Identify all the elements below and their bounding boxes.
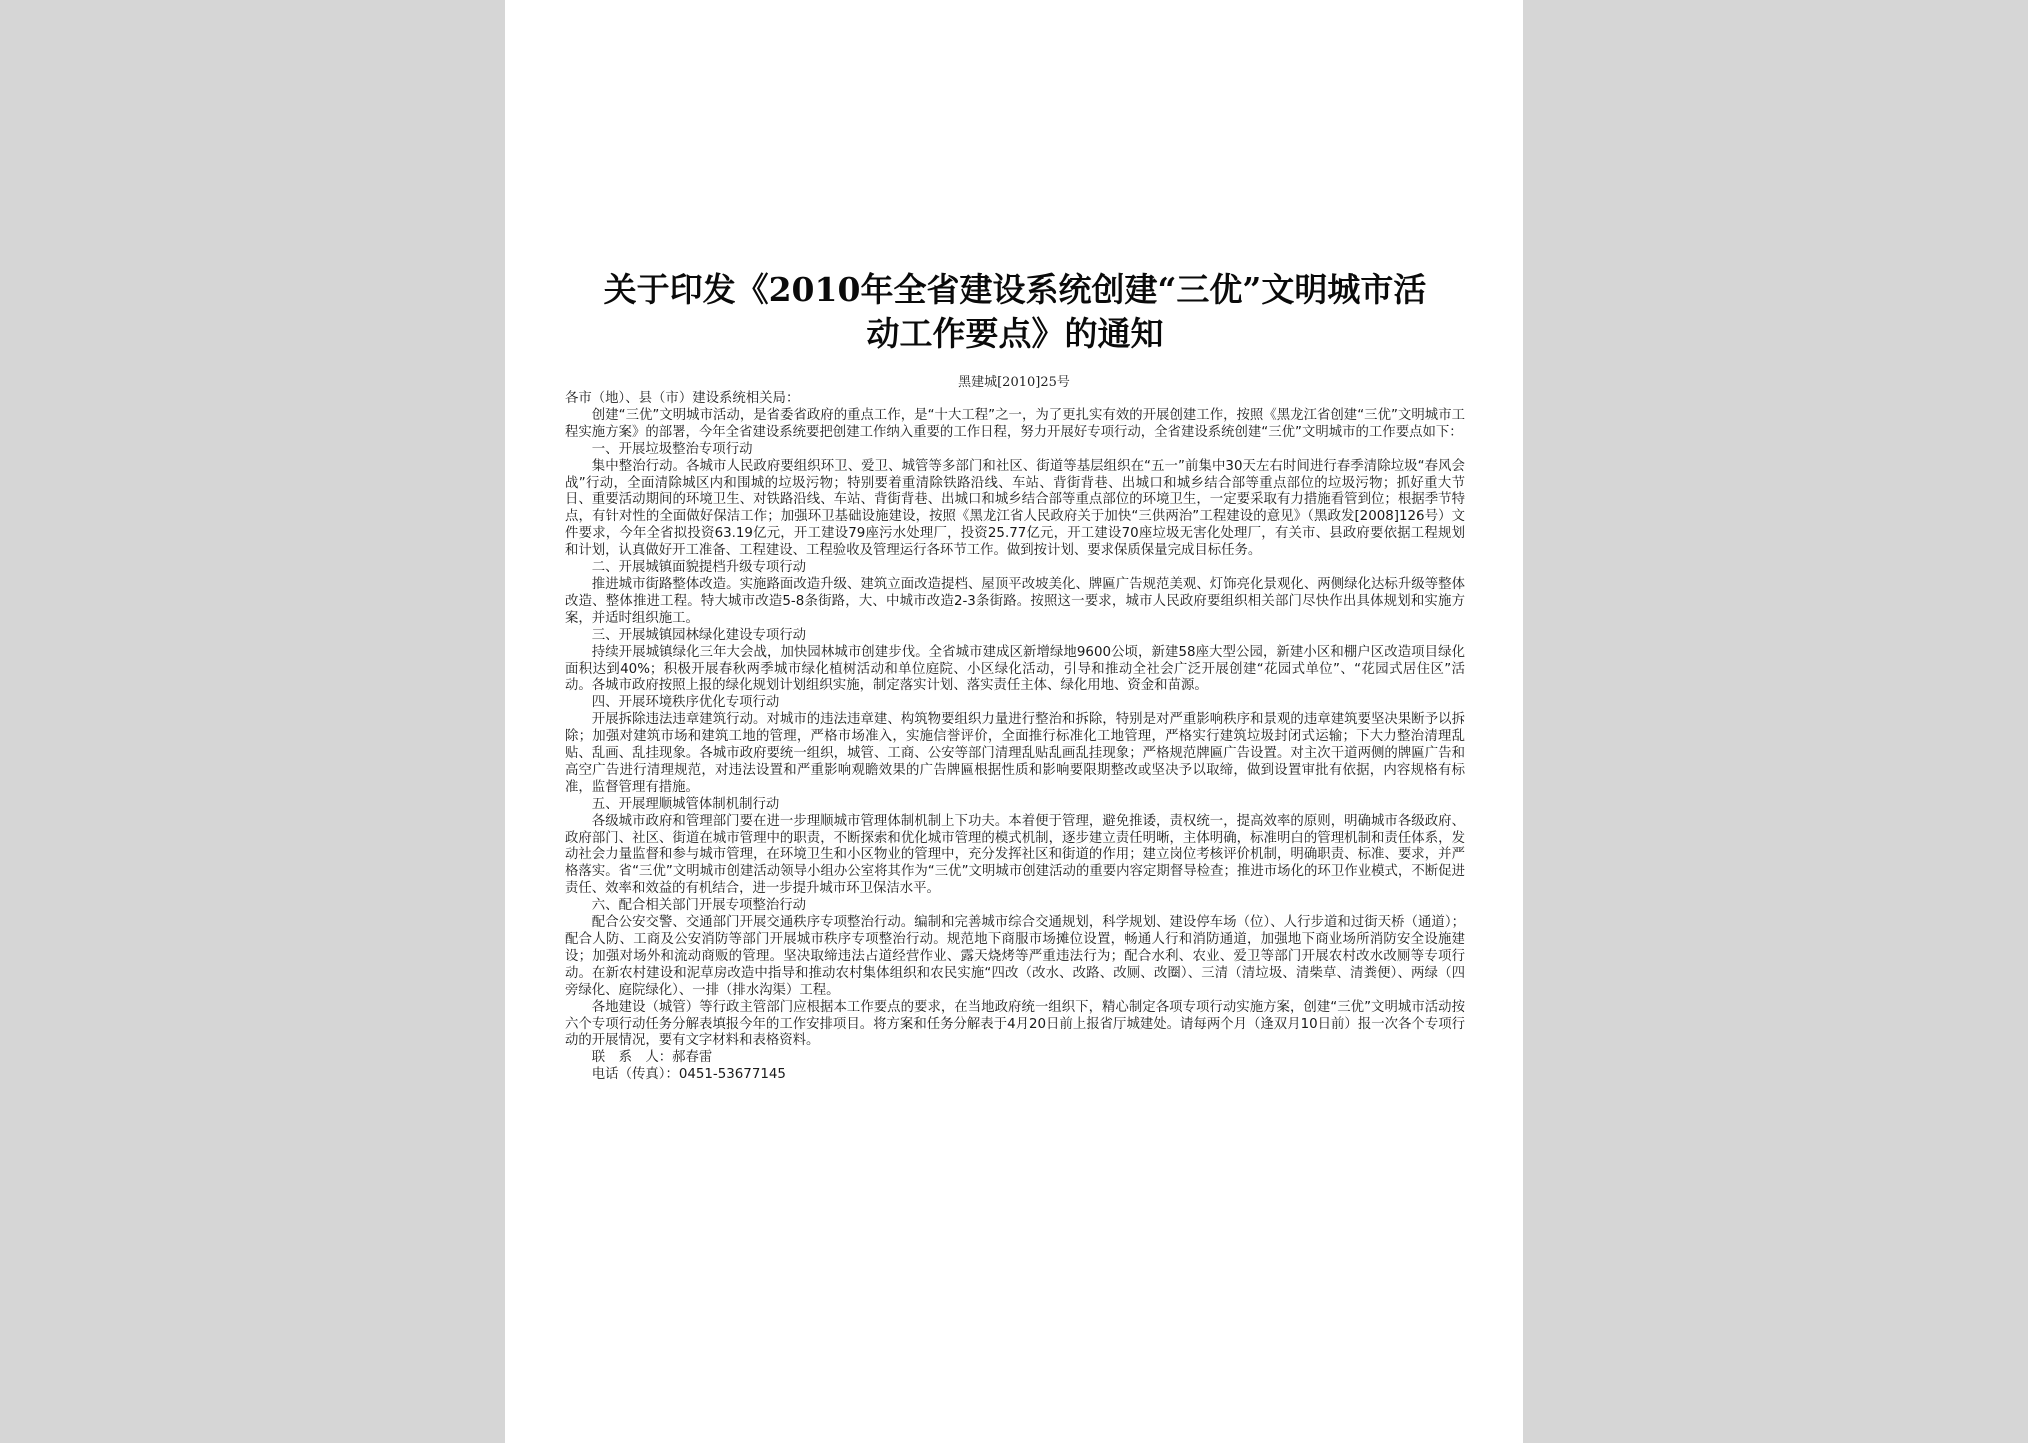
section-2-paragraph: 推进城市街路整体改造。实施路面改造升级、建筑立面改造提档、屋顶平改坡美化、牌匾广告规范美观、灯饰亮化景观化、两侧绿化达标升级等整体改造、整体推进工程。特大城市改造5-8条街路，大、中城市改造2-3条街路。按照这一要求，城市人民政府要组织相关部门尽快作出具体规划和实施方案，并适时组织施工。 <box>565 576 1465 626</box>
section-heading-1: 一、开展垃圾整治专项行动 <box>591 441 753 457</box>
document-number: 黑建城[2010]25号 <box>958 375 1070 390</box>
closing-paragraph: 各地建设（城管）等行政主管部门应根据本工作要点的要求，在当地政府统一组织下，精心制定各项专项行动实施方案，创建“三优”文明城市活动按六个专项行动任务分解表填报今年的工作安排项目。将方案和任务分解表于4月20日前上报省厅城建处。请每两个月（逢双月10日前）报一次各个专项行动的开展情况，要有文字材料和表格资料。 <box>565 999 1465 1049</box>
viewer-right-margin <box>1523 0 2028 1443</box>
section-5-paragraph: 各级城市政府和管理部门要在进一步理顺城市管理体制机制上下功夫。本着便于管理，避免推诿，责权统一，提高效率的原则，明确城市各级政府、政府部门、社区、街道在城市管理中的职责，不断探索和优化城市管理的模式机制，逐步建立责任明晰，主体明确，标准明白的管理机制和责任体系，发动社会力量监督和参与城市管理，在环境卫生和小区物业的管理中，充分发挥社区和街道的作用；建立岗位考核评价机制，明确职责、标准、要求，并严格落实。省“三优”文明城市创建活动领导小组办公室将其作为“三优”文明城市创建活动的重要内容定期督导检查；推进市场化的环卫作业模式，不断促进责任、效率和效益的有机结合，进一步提升城市环卫保洁水平。 <box>565 813 1465 897</box>
viewer-left-margin <box>0 0 505 1443</box>
document-body <box>565 391 1465 1084</box>
section-heading-5: 五、开展理顺城管体制机制行动 <box>591 796 780 812</box>
document-title-line-1: 关于印发《2010年全省建设系统创建“三优”文明城市活 <box>603 270 1427 309</box>
section-heading-2: 二、开展城镇面貌提档升级专项行动 <box>591 560 807 576</box>
section-heading-4: 四、开展环境秩序优化专项行动 <box>591 695 780 711</box>
section-6-paragraph: 配合公安交警、交通部门开展交通秩序专项整治行动。编制和完善城市综合交通规划，科学规划、建设停车场（位）、人行步道和过街天桥（通道）；配合人防、工商及公安消防等部门开展城市秩序专项整治行动。规范地下商服市场摊位设置，畅通人行和消防通道，加强地下商业场所消防安全设施建设；加强对场外和流动商贩的管理。坚决取缔违法占道经营作业、露天烧烤等严重违法行为；配合水利、农业、爱卫等部门开展农村改水改厕等专项行动。在新农村建设和泥草房改造中指导和推动农村集体组织和农民实施“四改（改水、改路、改厕、改圈）、三清（清垃圾、清柴草、清粪便）、两绿（四旁绿化、庭院绿化）、一排（排水沟渠）工程。 <box>565 915 1465 998</box>
section-1-paragraph: 集中整治行动。各城市人民政府要组织环卫、爱卫、城管等多部门和社区、街道等基层组织在“五一”前集中30天左右时间进行春季清除垃圾“春风会战”行动，全面清除城区内和围城的垃圾污物；特别要着重清除铁路沿线、车站、背街背巷、出城口和城乡结合部等重点部位的垃圾污物；抓好重大节日、重要活动期间的环境卫生、对铁路沿线、车站、背街背巷、出城口和城乡结合部等重点部位的环境卫生，一定要采取有力措施看管到位；根据季节特点，有针对性的全面做好保洁工作；加强环卫基础设施建设，按照《黑龙江省人民政府关于加快“三供两治”工程建设的意见》（黑政发[2008]126号）文件要求，今年全省拟投资63.19亿元，开工建设79座污水处理厂，投资25.77亿元，开工建设70座垃圾无害化处理厂，有关市、县政府要依据工程规划和计划，认真做好开工准备、工程建设、工程验收及管理运行各环节工作。做到按计划、要求保质保量完成目标任务。 <box>565 458 1465 559</box>
document-title-line-2: 动工作要点》的通知 <box>866 314 1164 353</box>
section-4-paragraph: 开展拆除违法违章建筑行动。对城市的违法违章建、构筑物要组织力量进行整治和拆除，特别是对严重影响秩序和景观的违章建筑要坚决果断予以拆除；加强对建筑市场和建筑工地的管理，严格市场准入，实施信誉评价，全面推行标准化工地管理，严格实行建筑垃圾封闭式运输；下大力整治清理乱贴、乱画、乱挂现象。各城市政府要统一组织，城管、工商、公安等部门清理乱贴乱画乱挂现象；严格规范牌匾广告设置。对主次干道两侧的牌匾广告和高空广告进行清理规范，对违法设置和严重影响观瞻效果的广告牌匾根据性质和影响要限期整改或坚决予以取缔，做到设置审批有依据，内容规格有标准，监督管理有措施。 <box>565 712 1465 795</box>
section-heading-3: 三、开展城镇园林绿化建设专项行动 <box>591 627 807 643</box>
intro-paragraph: 创建“三优”文明城市活动，是省委省政府的重点工作，是“十大工程”之一，为了更扎实有效的开展创建工作，按照《黑龙江省创建“三优”文明城市工程实施方案》的部署，今年全省建设系统要把创建工作纳入重要的工作日程，努力开展好专项行动，全省建设系统创建“三优”文明城市的工作要点如下： <box>565 407 1465 440</box>
contact-person: 联 系 人：郝春雷 <box>591 1050 713 1066</box>
section-3-paragraph: 持续开展城镇绿化三年大会战，加快园林城市创建步伐。全省城市建成区新增绿地9600公顷，新建58座大型公园，新建小区和棚户区改造项目绿化面积达到40%；积极开展春秋两季城市绿化植树活动和单位庭院、小区绿化活动，引导和推动全社会广泛开展创建“花园式单位”、“花园式居住区”活动。各城市政府按照上报的绿化规划计划组织实施，制定落实计划、落实责任主体、绿化用地、资金和苗源。 <box>565 644 1465 694</box>
document-page <box>505 0 1523 1443</box>
section-heading-6: 六、配合相关部门开展专项整治行动 <box>591 898 807 914</box>
contact-phone: 电话（传真）：0451-53677145 <box>591 1067 786 1083</box>
salutation: 各市（地）、县（市）建设系统相关局： <box>565 391 800 406</box>
document-title <box>565 268 1465 356</box>
